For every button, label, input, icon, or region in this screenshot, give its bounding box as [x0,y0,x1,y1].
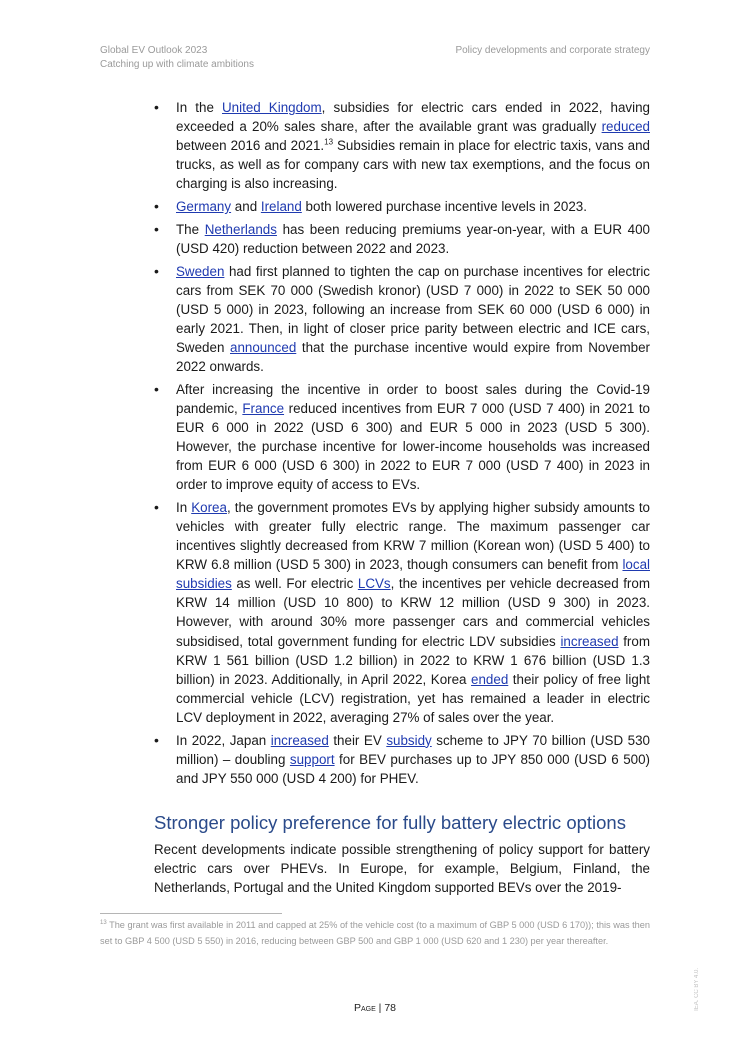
bullet-dot-icon: • [154,498,159,515]
page-number-value: 78 [384,1002,397,1014]
bullet-item [154,380,650,495]
bullet-text: for BEV purchases up to JPY 850 000 (USD 6 500) and JPY 550 000 (USD 4 200) for PHEV. [176,751,650,786]
report-subtitle: Catching up with climate ambitions [100,59,254,70]
inline-link[interactable]: LCVs [357,576,391,592]
bullet-text: After increasing the incentive in order to boost sales during the Covid-19 pandemic, [176,381,650,416]
inline-link[interactable]: increased [270,732,329,748]
bullet-text: The [176,221,205,237]
bullet-list [154,98,650,791]
bullet-item [154,98,650,193]
bullet-dot-icon: • [154,380,159,397]
bullet-item [154,498,650,727]
bullet-text: Subsidies remain in place for electric taxis, vans and trucks, as well as for company cars with new tax exemptions, and the focus on charging is also increasing. [176,138,650,192]
bullet-dot-icon: • [154,198,159,215]
bullet-item [154,220,650,258]
inline-link[interactable]: ended [471,671,509,687]
bullet-text: , the incentives per vehicle decreased from KRW 14 million (USD 10 800) to KRW 12 million (USD 9 300) in 2023. However, with around 30% more passenger cars and commercial vehicles subsidised, total government funding for electric LDV subsidies [176,576,650,649]
inline-link[interactable]: Korea [191,499,227,515]
bullet-text: In [176,499,192,515]
inline-link[interactable]: reduced [601,119,650,135]
bullet-text: from KRW 1 561 billion (USD 1.2 billion) in 2022 to KRW 1 676 billion (USD 1.3 billion) in 2023. Additionally, in April 2022, Korea [176,633,650,687]
running-header-left [100,44,254,72]
bullet-item [154,197,650,216]
inline-link[interactable]: Ireland [260,199,302,215]
bullet-dot-icon: • [154,220,159,237]
footnote-divider [100,913,282,914]
license-note: IEA. CC BY 4.0. [694,968,700,1011]
report-title: Global EV Outlook 2023 [100,45,208,56]
bullet-dot-icon: • [154,731,159,748]
inline-link[interactable]: Sweden [176,263,225,279]
inline-link[interactable]: increased [560,633,619,649]
bullet-dot-icon: • [154,262,159,279]
bullet-text: as well. For electric [231,576,358,592]
footnote-ref: 13 [324,137,334,147]
bullet-item [154,262,650,377]
bullet-text: their EV [328,732,387,748]
bullet-text: their policy of free light commercial vehicle (LCV) registration, yet has remained a leader in electric LCV deployment in 2022, averaging 27% of sales over the year. [176,671,650,725]
bullet-text: scheme to JPY 70 billion (USD 530 million) – doubling [176,732,650,767]
section-heading: Stronger policy preference for fully battery electric options [154,812,626,833]
bullet-text: reduced incentives from EUR 7 000 (USD 7 400) in 2021 to EUR 6 000 in 2022 (USD 6 300) and EUR 5 000 in 2023 (USD 5 300). However, the purchase incentive for lower-income households was increased from EUR 6 000 (USD 6 300) in 2022 to EUR 7 000 (USD 7 400) in 2023 in order to improve equity of access to EVs. [176,400,650,493]
section-paragraph: Recent developments indicate possible strengthening of policy support for battery electric cars over PHEVs. In Europe, for example, Belgium, Finland, the Netherlands, Portugal and the United Kingdom supported BEVs over the 2019- [154,842,650,896]
inline-link[interactable]: local subsidies [176,557,650,592]
inline-link[interactable]: Germany [176,199,232,215]
bullet-text: has been reducing premiums year-on-year, with a EUR 400 (USD 420) reduction between 2022 and 2023. [176,221,650,256]
inline-link[interactable]: announced [230,339,297,355]
page-separator: | [375,1002,385,1014]
inline-link[interactable]: Netherlands [204,221,277,237]
bullet-item [154,731,650,788]
bullet-text: In 2022, Japan [176,732,271,748]
footnote-marker: 13 [100,919,107,926]
bullet-text: , subsidies for electric cars ended in 2022, having exceeded a 20% sales share, after the available grant was gradually [176,100,651,135]
footnote [100,917,650,949]
page-number [0,1002,750,1014]
bullet-text: had first planned to tighten the cap on purchase incentives for electric cars from SEK 70 000 (Swedish kronor) (USD 7 000) in 2022 to SEK 50 000 (USD 5 000) in 2023, following an increase from SEK 60 000 (USD 6 000) in early 2021. Then, in light of closer price parity between electric and ICE cars, Sweden [176,263,650,355]
inline-link[interactable]: support [289,751,335,767]
running-header-right: Policy developments and corporate strategy [455,45,650,56]
bullet-dot-icon: • [154,99,159,115]
inline-link[interactable]: subsidy [386,732,432,748]
bullet-text: and [231,199,261,215]
inline-link[interactable]: France [242,400,285,416]
page-label: Page [353,1002,376,1014]
bullet-text: between 2016 and 2021. [176,138,325,154]
bullet-text: that the purchase incentive would expire from November 2022 onwards. [176,339,650,374]
bullet-text: In the [176,100,222,115]
inline-link[interactable]: United Kingdom [222,100,322,115]
footnote-text: The grant was first available in 2011 and capped at 25% of the vehicle cost (to a maximum of GBP 5 000 (USD 6 170)); this was then set to GBP 4 500 (USD 5 550) in 2016, reducing between GBP 500 and GBP 1 000 (USD 620 and 1 230) per year thereafter. [100,920,650,946]
bullet-text: both lowered purchase incentive levels in 2023. [301,199,587,215]
bullet-text: , the government promotes EVs by applying higher subsidy amounts to vehicles with greater fully electric range. The maximum passenger car incentives slightly decreased from KRW 7 million (Korean won) (USD 5 400) to KRW 6.8 million (USD 5 300) in 2023, though consumers can benefit from [176,499,650,573]
